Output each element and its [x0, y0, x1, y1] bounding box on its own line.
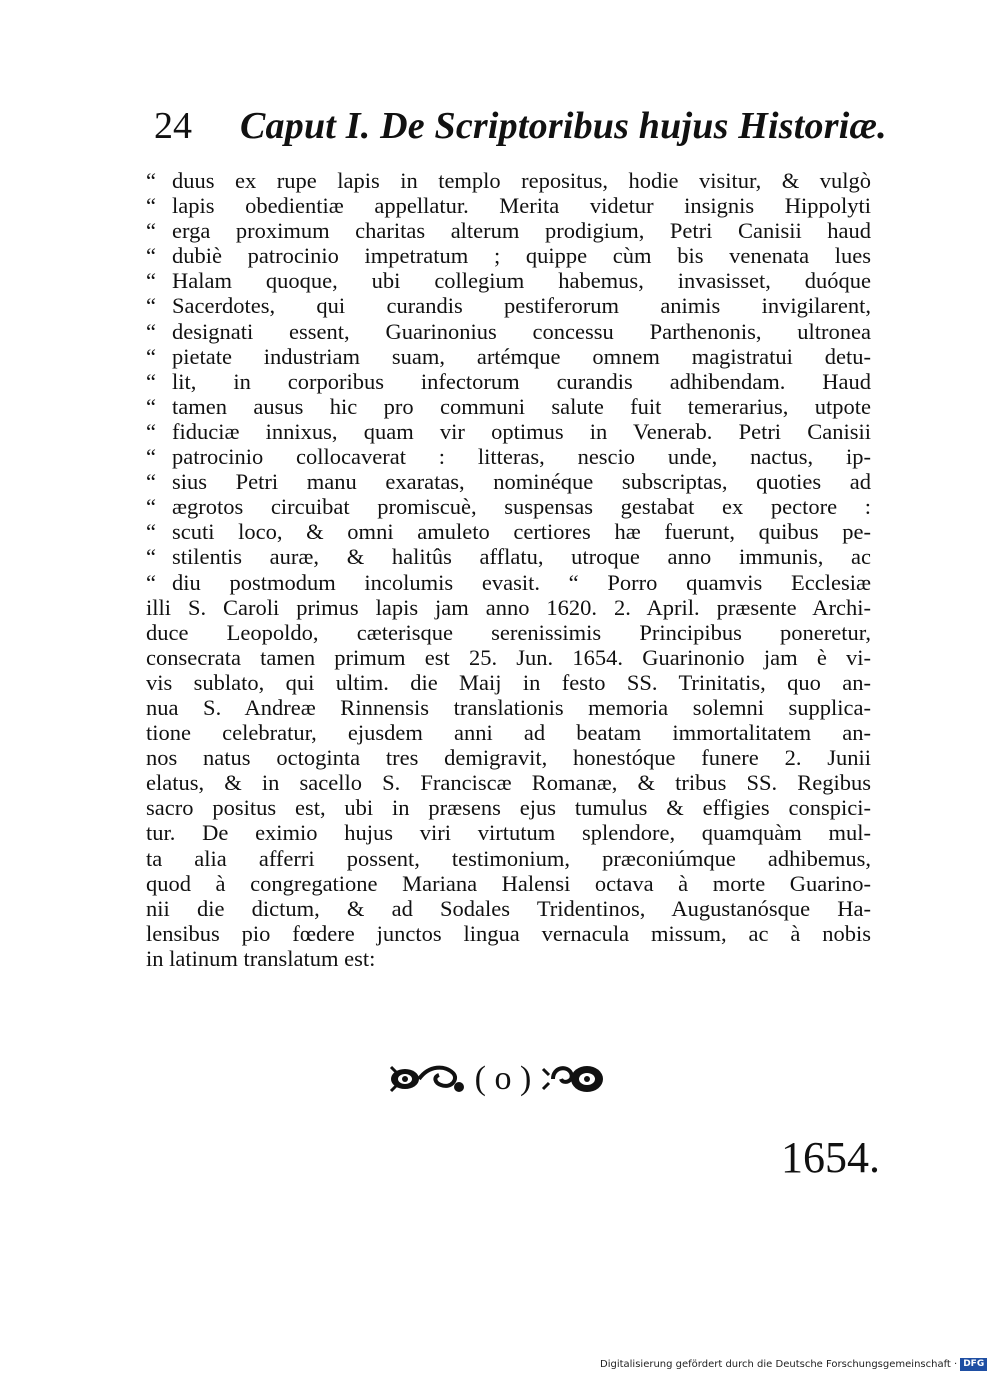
- ornament-center: ( o ): [474, 1060, 532, 1097]
- text-line: [146, 820, 871, 845]
- line-text: patrocinio collocaverat : litteras, nescio unde, nactus, ip-: [172, 444, 871, 470]
- line-text: lit, in corporibus infectorum curandis adhibendam. Haud: [172, 368, 871, 394]
- quote-mark: “: [146, 293, 156, 319]
- quote-mark: “: [146, 368, 156, 394]
- line-text: erga proximum charitas alterum prodigium, Petri Canisii haud: [172, 218, 871, 244]
- line-text: tur. De eximio hujus viri virtutum splendore, quamquàm mul-: [146, 820, 871, 846]
- body-text: [146, 168, 871, 971]
- line-text: sacro positus est, ubi in præsens ejus tumulus & effigies conspici-: [146, 795, 871, 821]
- quote-mark: “: [146, 218, 156, 244]
- quote-mark: “: [146, 418, 156, 444]
- credit-text: Digitalisierung gefördert durch die Deutsche Forschungsgemeinschaft ·: [600, 1359, 958, 1370]
- quote-mark: “: [146, 318, 156, 344]
- running-title: Caput I. De Scriptoribus hujus Historiæ.: [240, 105, 887, 147]
- text-line: [146, 846, 871, 871]
- line-text: quod à congregatione Mariana Halensi octava à morte Guarino-: [146, 870, 871, 896]
- line-text: illi S. Caroli primus lapis jam anno 1620. 2. April. præsente Archi-: [146, 594, 871, 620]
- text-line: [146, 695, 871, 720]
- text-line: [146, 243, 871, 268]
- line-text: Sacerdotes, qui curandis pestiferorum animis invigilarent,: [172, 293, 871, 319]
- line-text: in latinum translatum est:: [146, 945, 376, 971]
- text-line: [146, 871, 871, 896]
- text-line: [146, 168, 871, 193]
- quote-mark: “: [146, 168, 156, 193]
- text-line: [146, 544, 871, 569]
- running-head: [150, 100, 887, 152]
- left-fleuron-icon: [387, 1059, 467, 1099]
- quote-mark: “: [146, 544, 156, 570]
- text-line: [146, 494, 871, 519]
- quote-mark: “: [146, 519, 156, 545]
- line-text: dubiè patrocinio impetratum ; quippe cùm bis venenata lues: [172, 243, 871, 269]
- line-text: ta alia afferri possent, testimonium, præconiúmque adhibemus,: [146, 845, 871, 871]
- line-text: nii die dictum, & ad Sodales Tridentinos, Augustanósque Ha-: [146, 895, 871, 921]
- text-line: [146, 268, 871, 293]
- line-text: elatus, & in sacello S. Franciscæ Romanæ, & tribus SS. Regibus: [146, 770, 871, 796]
- text-line: [146, 394, 871, 419]
- quote-mark: “: [146, 569, 156, 595]
- text-line: [146, 896, 871, 921]
- text-line: [146, 720, 871, 745]
- line-text: tione celebratur, ejusdem anni ad beatam immortalitatem an-: [146, 720, 871, 746]
- line-text: lapis obedientiæ appellatur. Merita videtur insignis Hippolyti: [172, 193, 871, 219]
- line-text: ægrotos circuibat promiscuè, suspensas gestabat ex pectore :: [172, 494, 871, 520]
- text-line: [146, 595, 871, 620]
- line-text: pietate industriam suam, artémque omnem magistratui detu-: [172, 343, 871, 369]
- text-line: [146, 921, 871, 946]
- text-line: [146, 795, 871, 820]
- line-text: nos natus octoginta tres demigravit, honestóque funere 2. Junii: [146, 745, 871, 771]
- quote-mark: “: [146, 494, 156, 520]
- text-line: [146, 770, 871, 795]
- text-line: [146, 570, 871, 595]
- text-line: [146, 218, 871, 243]
- page-number: 24: [154, 105, 192, 147]
- quote-mark: “: [146, 193, 156, 219]
- text-line: [146, 419, 871, 444]
- quote-mark: “: [146, 469, 156, 495]
- line-text: nua S. Andreæ Rinnensis translationis memoria solemni supplica-: [146, 694, 871, 720]
- line-text: diu postmodum incolumis evasit. “ Porro quamvis Ecclesiæ: [172, 569, 871, 595]
- text-line: [146, 946, 871, 971]
- text-line: [146, 344, 871, 369]
- line-text: designati essent, Guarinonius concessu Parthenonis, ultronea: [172, 318, 871, 344]
- right-fleuron-icon: [539, 1059, 609, 1099]
- text-line: [146, 645, 871, 670]
- line-text: sius Petri manu exaratas, nominéque subscriptas, quoties ad: [172, 469, 871, 495]
- line-text: Halam quoque, ubi collegium habemus, invasisset, duóque: [172, 268, 871, 294]
- line-text: fiduciæ innixus, quam vir optimus in Venerab. Petri Canisii: [172, 418, 871, 444]
- text-line: [146, 319, 871, 344]
- quote-mark: “: [146, 444, 156, 470]
- text-line: [146, 620, 871, 645]
- text-line: [146, 670, 871, 695]
- line-text: lensibus pio fœdere junctos lingua vernacula missum, ac à nobis: [146, 920, 871, 946]
- line-text: stilentis auræ, & halitûs afflatu, utroque anno immunis, ac: [172, 544, 871, 570]
- quote-mark: “: [146, 243, 156, 269]
- text-line: [146, 293, 871, 318]
- text-line: [146, 469, 871, 494]
- text-line: [146, 369, 871, 394]
- quote-mark: “: [146, 393, 156, 419]
- text-line: [146, 745, 871, 770]
- line-text: scuti loco, & omni amuleto certiores hæ fuerunt, quibus pe-: [172, 519, 871, 545]
- digitization-credit: [600, 1356, 985, 1374]
- line-text: vis sublato, qui ultim. die Maij in festo SS. Trinitatis, quo an-: [146, 669, 871, 695]
- line-text: tamen ausus hic pro communi salute fuit temerarius, utpote: [172, 393, 871, 419]
- quote-mark: “: [146, 343, 156, 369]
- line-text: duce Leopoldo, cæterisque serenissimis Principibus poneretur,: [146, 619, 871, 645]
- catchword: 1654.: [781, 1133, 880, 1182]
- text-line: [146, 444, 871, 469]
- line-text: consecrata tamen primum est 25. Jun. 1654. Guarinonio jam è vi-: [146, 644, 871, 670]
- printer-ornament: [368, 1055, 628, 1103]
- text-line: [146, 519, 871, 544]
- line-text: duus ex rupe lapis in templo repositus, hodie visitur, & vulgò: [172, 168, 871, 193]
- dfg-logo: DFG: [960, 1358, 987, 1371]
- text-line: [146, 193, 871, 218]
- quote-mark: “: [146, 268, 156, 294]
